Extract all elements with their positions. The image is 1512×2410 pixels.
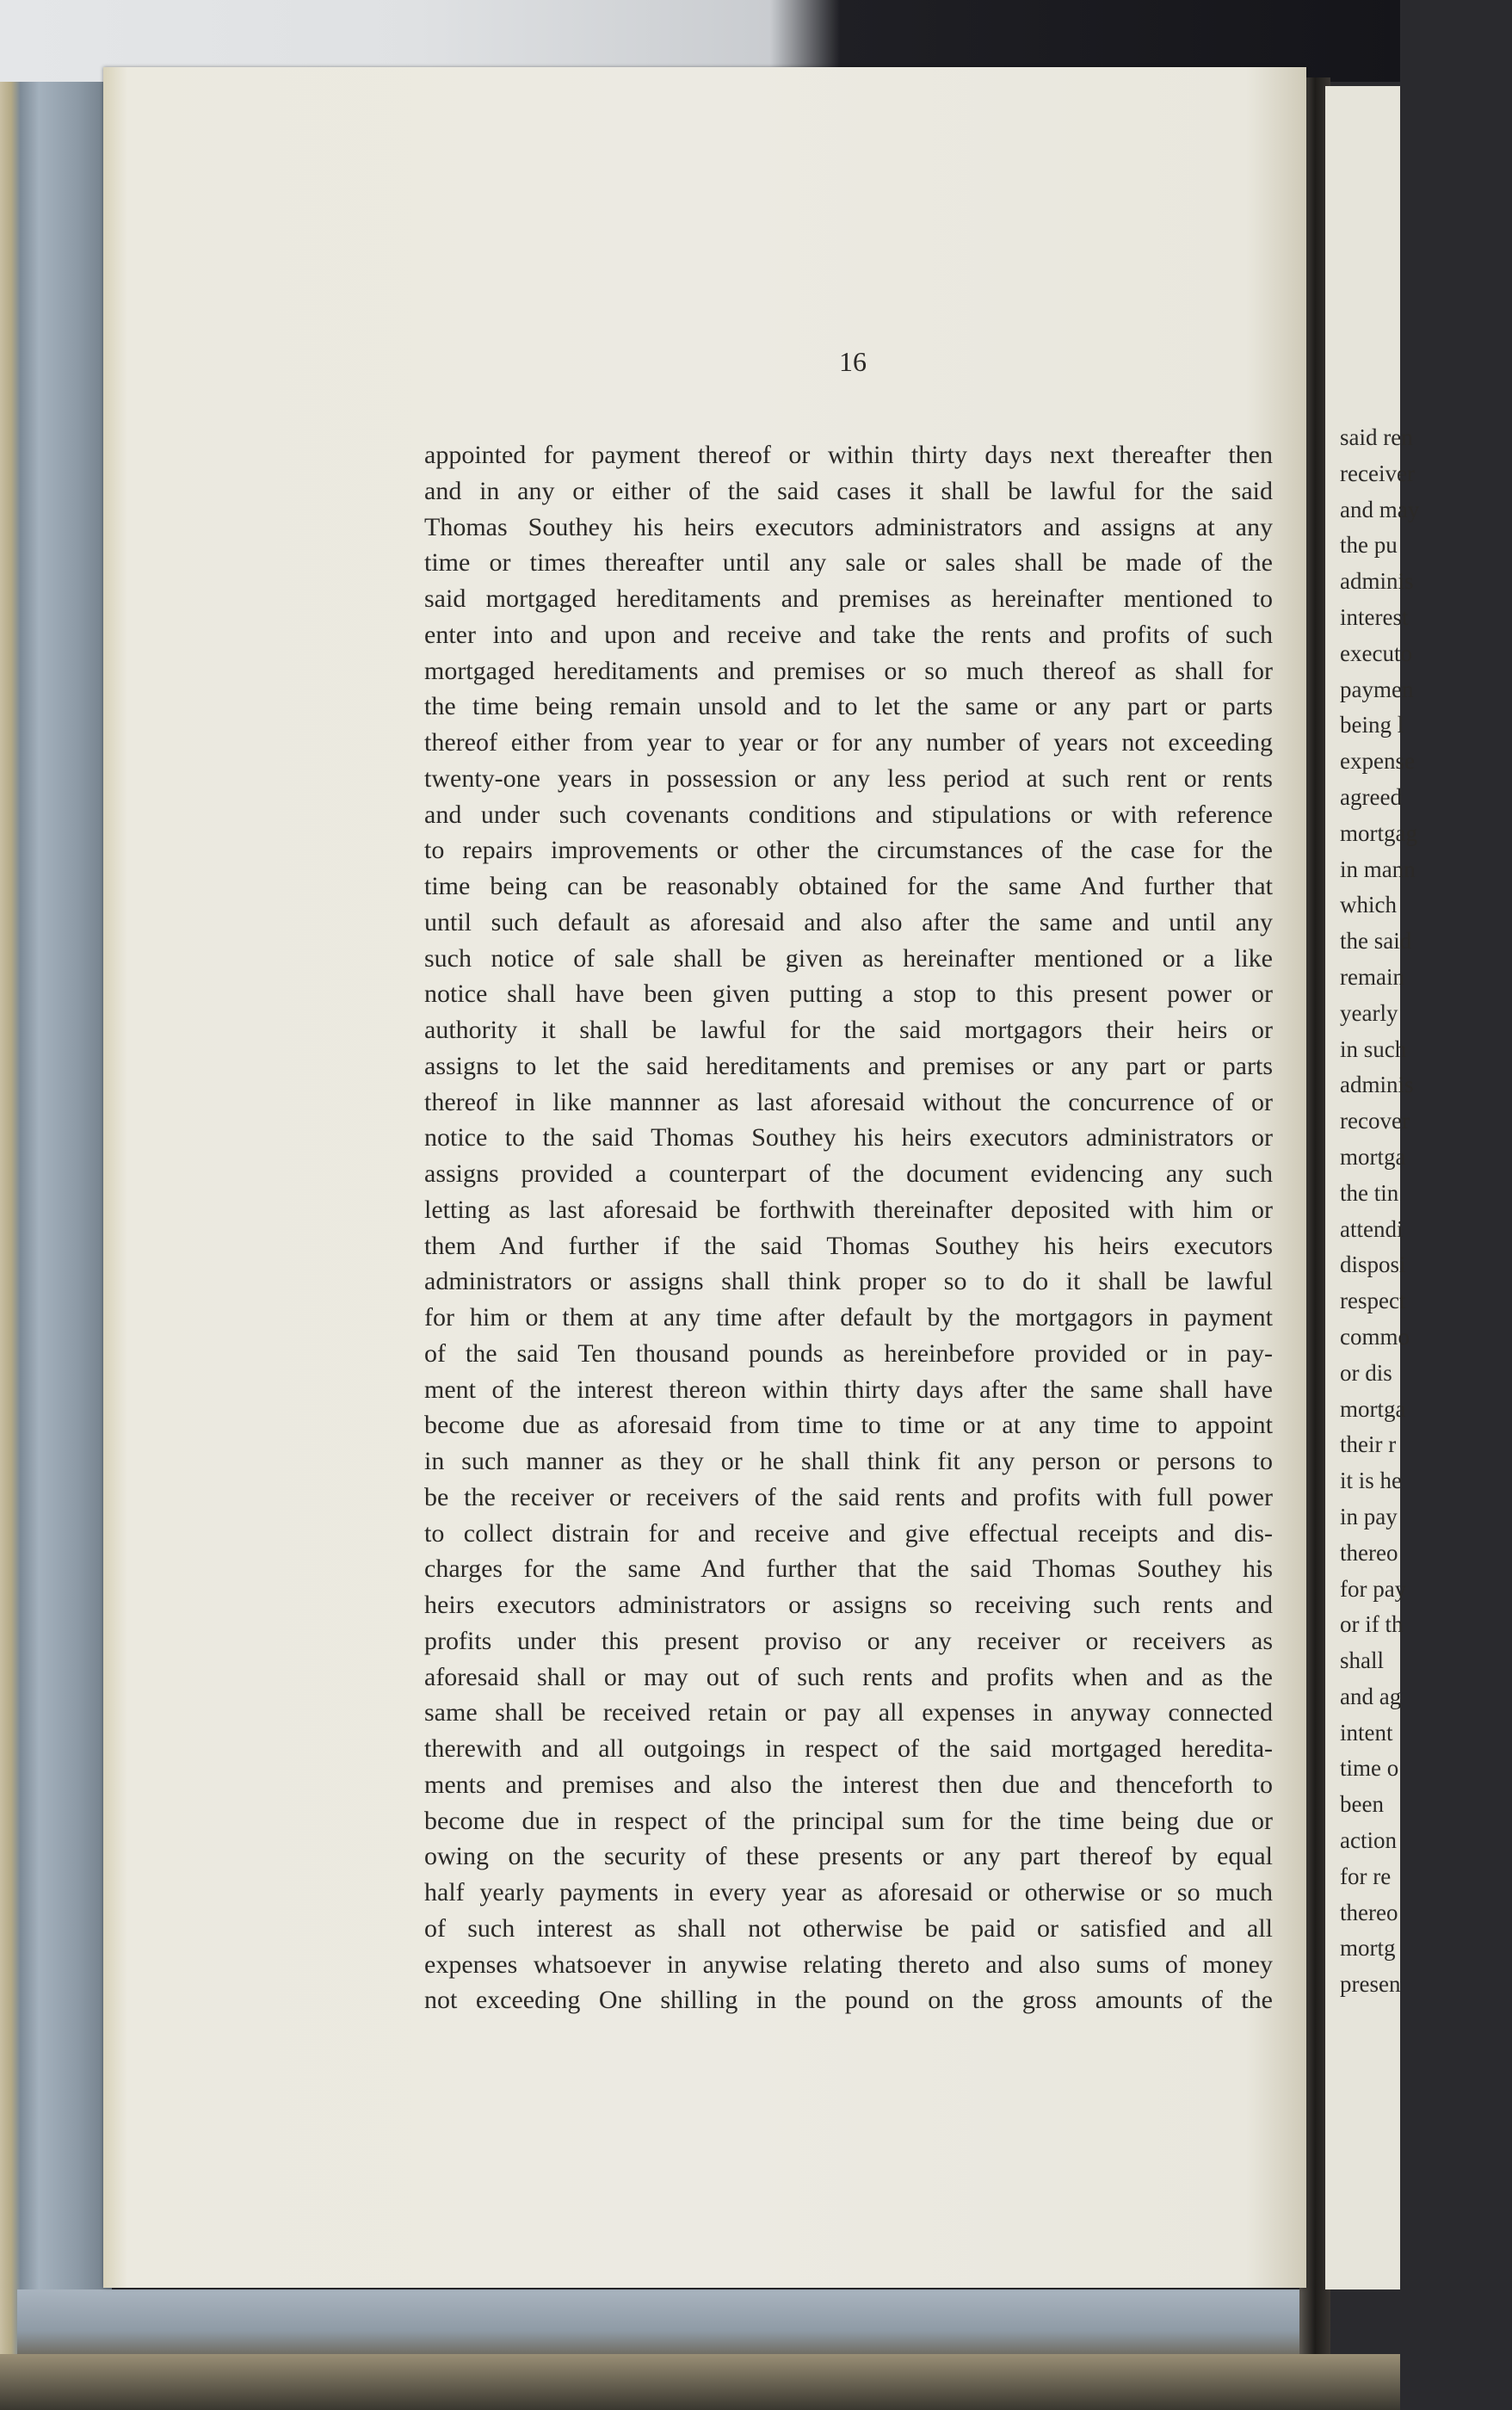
text-line — [424, 581, 1273, 617]
text-line — [424, 1156, 1273, 1192]
text-line — [424, 1767, 1273, 1803]
right-page-line: time o — [1340, 1755, 1399, 1782]
text-line — [424, 1838, 1273, 1875]
right-page-line: executo — [1340, 640, 1412, 666]
right-page-line: mortgag — [1340, 819, 1417, 846]
text-line — [424, 941, 1273, 977]
text-line — [424, 976, 1273, 1012]
right-page-line: thereo — [1340, 1899, 1398, 1925]
text-line-content: become due as aforesaid from time to time or at any time to appoint — [424, 1411, 1273, 1440]
text-line-content: same shall be received retain or pay all expenses in anyway connected — [424, 1698, 1273, 1727]
right-page-line: for re — [1340, 1863, 1392, 1889]
text-line-content: of the said Ten thousand pounds as hereinbefore provided or in pay- — [424, 1338, 1273, 1368]
text-line-content: notice to the said Thomas Southey his heirs executors administrators or — [424, 1123, 1273, 1152]
body-text — [424, 437, 1273, 2018]
text-line — [424, 1120, 1273, 1156]
text-line — [424, 1192, 1273, 1228]
right-page-line: said ren — [1340, 424, 1413, 450]
right-page-line: or dis — [1340, 1359, 1392, 1386]
right-page-line: recover — [1340, 1108, 1410, 1134]
text-line-content: heirs executors administrators or assigns so receiving such rents and — [424, 1591, 1273, 1619]
text-line — [424, 797, 1273, 833]
text-line-content: enter into and upon and receive and take the rents and profits of such — [424, 620, 1273, 649]
text-line — [424, 1084, 1273, 1121]
right-page-line: been — [1340, 1791, 1384, 1818]
text-line-content: authority it shall be lawful for the said mortgagors their heirs or — [424, 1016, 1273, 1044]
right-page-line: and ag — [1340, 1683, 1402, 1709]
right-page-line: which — [1340, 892, 1397, 918]
text-line — [424, 868, 1273, 905]
text-line — [424, 1587, 1273, 1623]
right-page-line: intent — [1340, 1719, 1393, 1746]
text-line — [424, 1443, 1273, 1480]
text-line-content: time or times thereafter until any sale or sales shall be made of the — [424, 548, 1273, 578]
text-line-content: to repairs improvements or other the circumstances of the case for the — [424, 836, 1273, 865]
text-line-content: assigns provided a counterpart of the document evidencing any such — [424, 1159, 1273, 1188]
text-line — [424, 1300, 1273, 1336]
right-page-line: in such — [1340, 1035, 1407, 1062]
text-line — [424, 689, 1273, 725]
text-line — [424, 473, 1273, 510]
right-page-line: expense — [1340, 748, 1415, 775]
text-line — [424, 1695, 1273, 1731]
right-page-line: mortga — [1340, 1395, 1406, 1422]
text-line-content: appointed for payment thereof or within thirty days next thereafter then — [424, 441, 1273, 469]
text-line — [424, 1623, 1273, 1659]
text-line-content: become due in respect of the principal sum for the time being due or — [424, 1806, 1273, 1835]
book-bottom-edge — [0, 2354, 1400, 2410]
text-line — [424, 1264, 1273, 1300]
text-line-content: expenses whatsoever in anywise relating thereto and also sums of money — [424, 1950, 1273, 1979]
text-line — [424, 1551, 1273, 1587]
text-line-content: not exceeding One shilling in the pound on the gross amounts of the — [424, 1986, 1273, 2015]
text-line — [424, 725, 1273, 761]
text-line — [424, 653, 1273, 689]
text-line-content: and under such covenants conditions and stipulations or with reference — [424, 800, 1273, 829]
right-page-line: the tin — [1340, 1179, 1399, 1206]
book-binding-edge — [0, 82, 112, 2410]
text-line — [424, 1731, 1273, 1767]
text-line — [424, 761, 1273, 797]
text-line — [424, 1516, 1273, 1552]
right-page-line: disposi — [1340, 1251, 1406, 1278]
right-page-line: paymen — [1340, 676, 1414, 702]
right-page-line: it is he — [1340, 1468, 1402, 1494]
text-line-content: such notice of sale shall be given as hereinafter mentioned or a like — [424, 943, 1273, 973]
text-line — [424, 1407, 1273, 1443]
right-page-line: presen — [1340, 1971, 1401, 1998]
right-page-line: commo — [1340, 1323, 1410, 1350]
text-line-content: letting as last aforesaid be forthwith thereinafter deposited with him or — [424, 1195, 1273, 1224]
text-line-content: the time being remain unsold and to let the same or any part or parts — [424, 692, 1273, 721]
right-page-line: for pay — [1340, 1575, 1407, 1602]
right-page-line: shall — [1340, 1647, 1384, 1674]
text-line-content: to collect distrain for and receive and give effectual receipts and dis- — [424, 1518, 1273, 1548]
text-line-content: thereof in like mannner as last aforesaid without the concurrence of or — [424, 1087, 1273, 1116]
text-line — [424, 832, 1273, 868]
right-page-line: in pay — [1340, 1503, 1398, 1529]
text-line — [424, 1982, 1273, 2018]
text-line — [424, 1947, 1273, 1983]
text-line — [424, 1012, 1273, 1048]
text-line-content: charges for the same And further that the said Thomas Southey his — [424, 1554, 1273, 1584]
right-page-line: attendi — [1340, 1215, 1404, 1242]
text-line-content: said mortgaged hereditaments and premises as hereinafter mentioned to — [424, 584, 1273, 613]
right-page-line: thereo — [1340, 1539, 1398, 1566]
text-line-content: aforesaid shall or may out of such rents and profits when and as the — [424, 1662, 1273, 1691]
text-line-content: time being can be reasonably obtained for the same And further that — [424, 872, 1273, 900]
text-line — [424, 510, 1273, 546]
right-page-line: adminis — [1340, 568, 1414, 595]
text-line — [424, 905, 1273, 941]
text-line — [424, 1659, 1273, 1696]
text-line-content: profits under this present proviso or any receiver or receivers as — [424, 1626, 1273, 1655]
text-line — [424, 1372, 1273, 1408]
right-page-line: adminis — [1340, 1072, 1414, 1098]
right-page-fragment — [1325, 86, 1420, 2290]
text-line — [424, 437, 1273, 473]
right-page-line: agreed — [1340, 783, 1402, 810]
right-page-line: mortga — [1340, 1143, 1406, 1170]
text-line-content: ments and premises and also the interest then due and thenceforth to — [424, 1770, 1273, 1799]
text-line-content: owing on the security of these presents or any part thereof by equal — [424, 1842, 1273, 1871]
right-page-line: the said — [1340, 928, 1412, 955]
right-page-line: and may — [1340, 496, 1420, 522]
text-line-content: Thomas Southey his heirs executors administrators and assigns at any — [424, 512, 1273, 541]
text-line-content: assigns to let the said hereditaments and premises or any part or parts — [424, 1051, 1273, 1080]
text-line — [424, 1228, 1273, 1264]
text-line-content: for him or them at any time after default by the mortgagors in payment — [424, 1303, 1273, 1332]
text-line-content: and in any or either of the said cases it shall be lawful for the said — [424, 476, 1273, 505]
text-line — [424, 1911, 1273, 1947]
text-line-content: half yearly payments in every year as aforesaid or otherwise or so much — [424, 1878, 1273, 1906]
text-line — [424, 545, 1273, 581]
text-line — [424, 1480, 1273, 1516]
page-number: 16 — [839, 346, 867, 377]
text-line-content: therewith and all outgoings in respect of the said mortgaged heredita- — [424, 1734, 1273, 1763]
right-page-line: being l — [1340, 712, 1404, 738]
text-line — [424, 1048, 1273, 1084]
text-line-content: mortgaged hereditaments and premises or so much thereof as shall for — [424, 656, 1273, 685]
text-line — [424, 1803, 1273, 1839]
right-page-line: in mann — [1340, 856, 1416, 882]
text-line-content: twenty-one years in possession or any less period at such rent or rents — [424, 763, 1273, 793]
text-line-content: be the receiver or receivers of the said rents and profits with full power — [424, 1482, 1273, 1511]
right-page-text — [1340, 420, 1512, 2003]
right-page-line: receiver — [1340, 460, 1415, 486]
right-page-line: remain — [1340, 963, 1404, 990]
right-page-line: respect — [1340, 1288, 1406, 1314]
text-line-content: ment of the interest thereon within thirty days after the same shall have — [424, 1375, 1273, 1404]
scan-bottom-edge — [17, 2290, 1299, 2358]
text-line — [424, 617, 1273, 653]
text-line-content: administrators or assigns shall think proper so to do it shall be lawful — [424, 1267, 1273, 1296]
text-line-content: in such manner as they or he shall think fit any person or persons to — [424, 1447, 1273, 1475]
text-line-content: notice shall have been given putting a stop to this present power or — [424, 979, 1273, 1009]
text-line-content: thereof either from year to year or for any number of years not exceeding — [424, 728, 1273, 757]
text-line-content: of such interest as shall not otherwise be paid or satisfied and all — [424, 1913, 1273, 1943]
text-line-content: until such default as aforesaid and also after the same and until any — [424, 907, 1273, 936]
text-line — [424, 1875, 1273, 1911]
text-line — [424, 1336, 1273, 1372]
text-line-content: them And further if the said Thomas Southey his heirs executors — [424, 1231, 1273, 1260]
right-page-line: the pu — [1340, 532, 1398, 559]
right-page-line: interest — [1340, 603, 1409, 630]
right-page-line: or if th — [1340, 1611, 1404, 1638]
right-page-line: their r — [1340, 1431, 1397, 1458]
right-page-line: action — [1340, 1827, 1397, 1854]
right-page-line: mortg — [1340, 1935, 1396, 1962]
right-page-line: yearly — [1340, 999, 1398, 1026]
